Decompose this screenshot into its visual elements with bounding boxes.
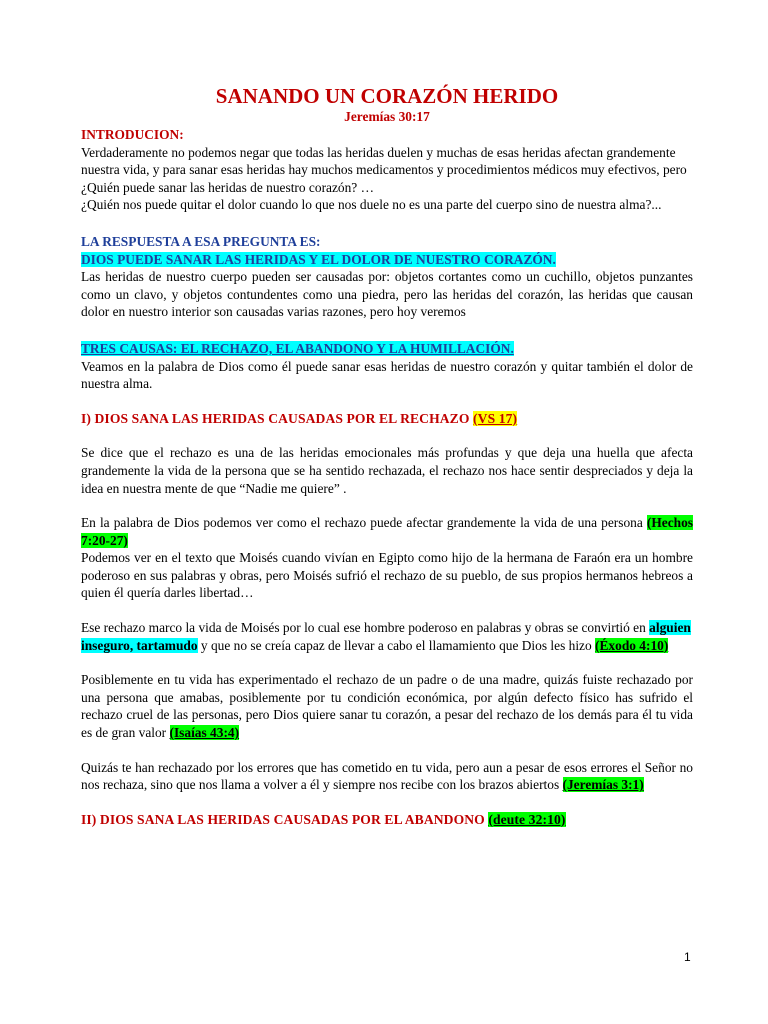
section-1-paragraph-6-text: Quizás te han rechazado por los errores que has cometido en tu vida, pero aun a pesar de esos errores el Señor no nos rechaza, sino que nos llama a volver a él y siempre nos recibe con los brazos abiertos (81, 759, 693, 793)
section-1-paragraph-4 (81, 619, 693, 654)
causes-highlight: TRES CAUSAS: EL RECHAZO, EL ABANDONO Y LA HUMILLACIÓN. (81, 340, 514, 356)
isaias-ref: (Isaías 43:4) (169, 725, 240, 741)
answer-highlight: DIOS PUEDE SANAR LAS HERIDAS Y EL DOLOR DE NUESTRO CORAZÓN. (81, 251, 556, 267)
section-1-paragraph-1: Se dice que el rechazo es una de las heridas emocionales más profundas y que deja una huella que afecta grandemente la vida de la persona que se ha sentido rechazada, el rechazo nos hace sentir despreciados y deja la idea en nuestra mente de que “Nadie me quiere” . (81, 445, 693, 496)
section-1-paragraph-4-a: Ese rechazo marco la vida de Moisés por lo cual ese hombre poderoso en palabras y obras se convirtió en (81, 620, 650, 636)
section-1-paragraph-2-text: En la palabra de Dios podemos ver como el rechazo puede afectar grandemente la vida de una persona (81, 515, 647, 531)
intro-paragraph-1: Verdaderamente no podemos negar que todas las heridas duelen y muchas de esas heridas afectan grandemente nuestra vida, y para sanar esas heridas hay muchos medicamentos y procedimientos médicos muy efectivos, pero ¿Quién puede sanar las heridas de nuestro corazón? … (81, 144, 687, 195)
section-1-paragraph-5-text: Posiblemente en tu vida has experimentado el rechazo de un padre o de una madre, quizás fuiste rechazado por una persona que amabas, posiblemente por tu condición económica, por algún defecto físico has sufrido el rechazo cruel de las personas, pero Dios quiere sanar tu corazón, a pesar del rechazo de los demás para él tu vida es de gran valor (81, 672, 693, 741)
section-1-paragraph-3: Podemos ver en el texto que Moisés cuando vivían en Egipto como hijo de la hermana de Faraón era un hombre poderoso en sus palabras y obras, pero Moisés sufrió el rechazo de su pueblo, de sus propios hermanos hebreos a quien él quería darles libertad… (81, 550, 693, 601)
exodo-ref: (Éxodo 4:10) (595, 637, 669, 653)
causes-heading-line (81, 340, 693, 358)
intro-heading: INTRODUCION: (81, 127, 184, 142)
section-2-heading-text: II) DIOS SANA LAS HERIDAS CAUSADAS POR EL ABANDONO (81, 811, 489, 827)
section-2-heading (81, 811, 693, 829)
section-1-paragraph-4-b: y que no se creía capaz de llevar a cabo el llamamiento que Dios les hizo (197, 637, 596, 653)
answer-highlight-line (81, 251, 693, 269)
answer-paragraph: Las heridas de nuestro cuerpo pueden ser causadas por: objetos cortantes como un cuchillo, objetos punzantes como un clavo, y objetos contundentes como una piedra, pero las heridas del corazón, las heridas que causan dolor en nuestro interior son causadas varias razones, pero hoy veremos (81, 269, 693, 320)
hechos-ref: (Hechos 7:20-27) (81, 515, 693, 548)
section-1-heading (81, 410, 693, 428)
inseguro-highlight: alguien inseguro, tartamudo (81, 620, 691, 653)
section-1-paragraph-6 (81, 759, 693, 794)
section-1-heading-text: I) DIOS SANA LAS HERIDAS CAUSADAS POR EL RECHAZO (81, 410, 474, 426)
section-1-paragraph-5 (81, 671, 693, 741)
causes-paragraph: Veamos en la palabra de Dios como él puede sanar esas heridas de nuestro corazón y quitar también el dolor de nuestra alma. (81, 358, 693, 392)
section-1-ref: (VS 17) (473, 410, 518, 426)
document-title: SANANDO UN CORAZÓN HERIDO (215, 84, 559, 108)
answer-heading: LA RESPUESTA A ESA PREGUNTA ES: (81, 233, 321, 249)
section-1-paragraph-2 (81, 514, 693, 549)
document-body (81, 84, 693, 828)
jeremias-ref: (Jeremías 3:1) (562, 777, 644, 793)
document-subtitle: Jeremías 30:17 (344, 109, 430, 124)
section-2-ref: (deute 32:10) (488, 811, 566, 827)
intro-paragraph-2: ¿Quién nos puede quitar el dolor cuando lo que nos duele no es una parte del cuerpo sino de nuestra alma?... (81, 197, 662, 213)
page-number: 1 (684, 950, 691, 964)
